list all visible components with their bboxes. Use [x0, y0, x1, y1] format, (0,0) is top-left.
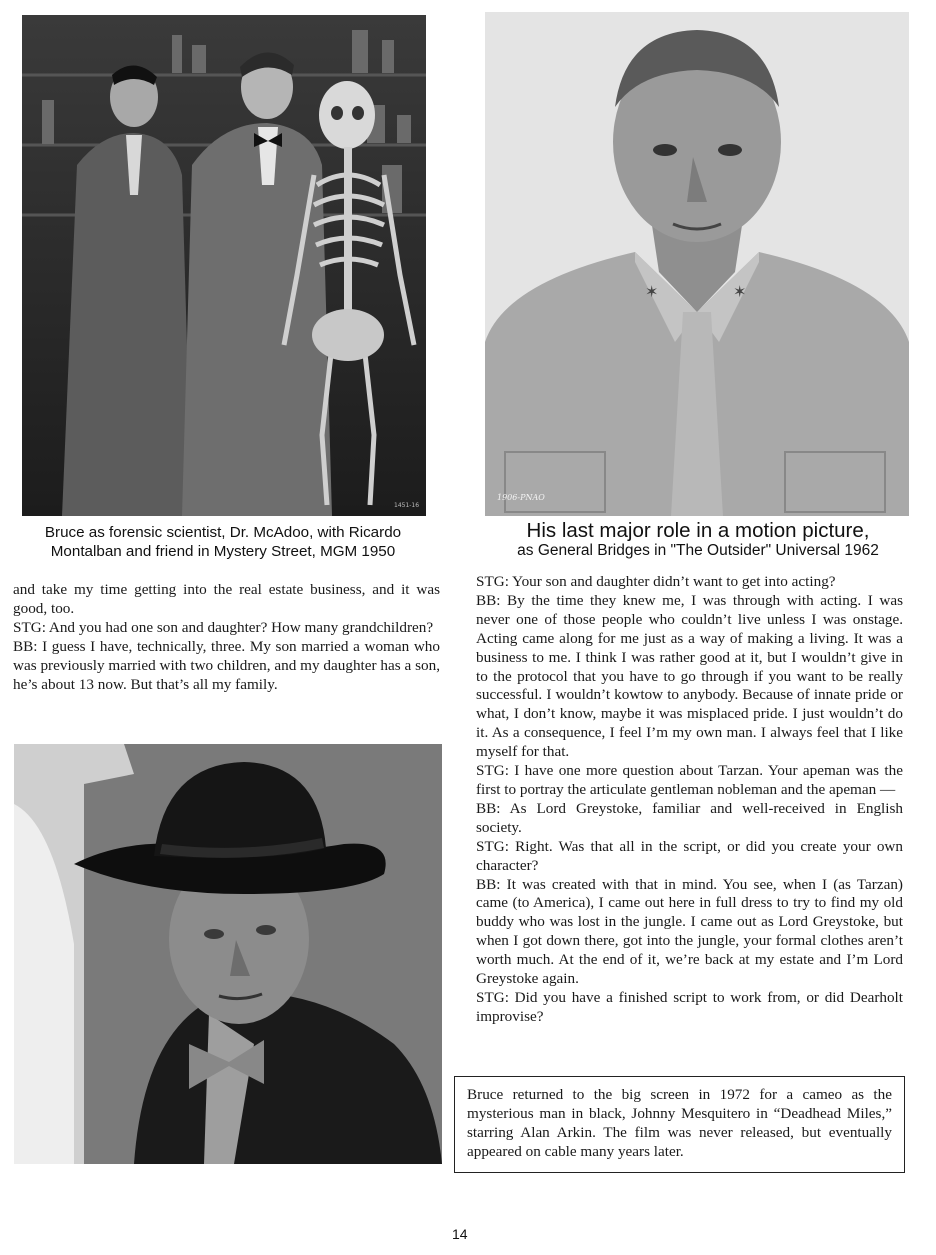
right-paragraph-2: BB: By the time they knew me, I was through with acting. I was never one of those people who couldn’t live unless I was onstage. Acting came along for me just as a way of making a living. It was a business to me. I think I was rather good at it, but I wouldn’t give in to the protocol that you have to go through if you want to be really successful. I wouldn’t kowtow to anybody. Because of innate pride or what, I don’t know, maybe it was misplaced pride. I just wouldn’t do it. As a consequence, I feel I’m my own man. I always feel that I like myself for that.: [476, 591, 903, 761]
svg-text:✶: ✶: [733, 282, 747, 301]
svg-text:✶: ✶: [645, 282, 659, 301]
caption-the-outsider: [478, 519, 918, 560]
page-number: 14: [452, 1226, 468, 1242]
photo-mystery-street: [22, 15, 426, 516]
photo-the-outsider-image: [485, 12, 909, 516]
right-paragraph-6: BB: It was created with that in mind. You see, when I (as Tarzan) came (to America), I came out here in full dress to try to find my old buddy who was lost in the jungle. I came out as Lord Greystoke, but when I got down there, got into the jungle, your formal clothes aren’t worth much. At the end of it, we’re back at my estate and I’m Lord Greystoke again.: [476, 875, 903, 988]
svg-text:1906-PNAO: 1906-PNAO: [497, 493, 545, 502]
sidebar-box-text: Bruce returned to the big screen in 1972 for a cameo as the mysterious man in black, Johnny Mesquitero in “Deadhead Miles,” starring Alan Arkin. The film was never released, but eventually appeared on cable many years later.: [467, 1086, 892, 1160]
photo-deadhead-miles-image: [14, 744, 442, 1164]
sidebar-box: [454, 1076, 905, 1173]
left-paragraph-3: BB: I guess I have, technically, three. My son married a woman who was previously married with two children, and my daughter has a son, he’s about 13 now. But that’s all my family.: [13, 637, 440, 693]
caption-mystery-street: [14, 524, 432, 561]
photo-mystery-street-image: [22, 15, 426, 516]
svg-text:1451-16: 1451-16: [394, 502, 420, 509]
photo-the-outsider: [485, 12, 909, 516]
left-paragraph-1: and take my time getting into the real estate business, and it was good, too.: [13, 581, 440, 617]
caption-mystery-street-line1: Bruce as forensic scientist, Dr. McAdoo, with Ricardo: [44, 524, 402, 541]
right-column-text: [476, 573, 903, 1027]
right-paragraph-4: BB: As Lord Greystoke, familiar and well-received in English society.: [476, 799, 903, 836]
right-paragraph-5: STG: Right. Was that all in the script, or did you create your own character?: [476, 837, 903, 874]
right-paragraph-3: STG: I have one more question about Tarzan. Your apeman was the first to portray the articulate gentleman nobleman and the apeman —: [476, 762, 903, 798]
caption-mystery-street-line2: Montalban and friend in Mystery Street, MGM 1950: [50, 542, 396, 560]
caption-the-outsider-title: His last major role in a motion picture,: [526, 519, 870, 542]
right-paragraph-1: STG: Your son and daughter didn’t want to get into acting?: [476, 573, 836, 590]
photo-deadhead-miles: [14, 744, 442, 1164]
left-paragraph-2: STG: And you had one son and daughter? How many grandchildren?: [13, 618, 434, 636]
left-column-text: [13, 581, 440, 694]
caption-the-outsider-subtitle: as General Bridges in "The Outsider" Universal 1962: [517, 542, 879, 559]
right-paragraph-7: STG: Did you have a finished script to work from, or did Dearholt improvise?: [476, 988, 903, 1025]
